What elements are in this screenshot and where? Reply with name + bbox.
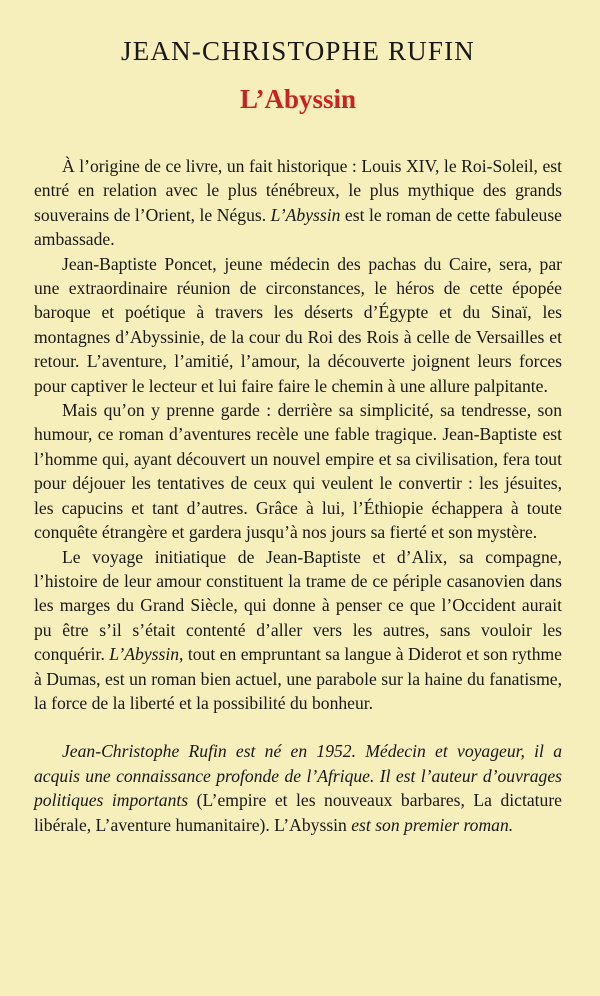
author-name: JEAN-CHRISTOPHE RUFIN xyxy=(121,36,475,66)
author-bio xyxy=(34,739,562,837)
book-title-inline: L’Abyssin xyxy=(109,644,180,665)
bio-italic-b: est son premier roman. xyxy=(351,814,514,835)
paragraph-1-text-a: À l’origine de ce livre, un fait historique : Louis XIV, le Roi-Soleil, est entré en relation avec le plus ténébreux, le plus mythique des grands souverains de l’Orient, le Négus. xyxy=(34,156,562,225)
paragraph-4-text-a: Le voyage initiatique de Jean-Baptiste et d’Alix, sa compagne, l’histoire de leur amour constituent la trame de ce périple casanovien dans les marges du Grand Siècle, qui donne à penser ce que l’Occident aurait pu être s’il s’était contenté d’aller vers les autres, sans vouloir les conquérir. xyxy=(34,546,562,665)
paragraph-1 xyxy=(34,154,562,252)
paragraph-1-text-b: est le roman de cette fabuleuse ambassade. xyxy=(34,204,562,250)
bio-italic-a: Jean-Christophe Rufin est né en 1952. Médecin et voyageur, il a acquis une connaissance profonde de l’Afrique. Il est l’auteur d’ouvrages politiques importants xyxy=(34,741,562,811)
paragraph-4 xyxy=(34,545,562,716)
bio-roman-a: (L’empire et les nouveaux barbares, La dictature libérale, L’aventure humanitaire). L’Abyssin xyxy=(34,790,562,835)
paragraph-3: Mais qu’on y prenne garde : derrière sa simplicité, sa tendresse, son humour, ce roman d’aventures recèle une fable tragique. Jean-Baptiste est l’homme qui, ayant découvert un nouvel empire et sa civilisation, fera tout pour déjouer les tentatives de ceux qui veulent le convertir : les jésuites, les capucins et tant d’autres. Grâce à lui, l’Éthiopie échappera à toute conquête étrangère et gardera jusqu’à nos jours sa fierté et son mystère. xyxy=(34,400,562,543)
paragraph-2: Jean-Baptiste Poncet, jeune médecin des pachas du Caire, sera, par une extraordinaire réunion de circonstances, le héros de cette épopée baroque et poétique à travers les déserts d’Égypte et du Sinaï, les montagnes d’Abyssinie, de la cour du Roi des Rois à celle de Versailles et retour. L’aventure, l’amitié, l’amour, la découverte joignent leurs forces pour captiver le lecteur et lui faire faire le chemin à une allure palpitante. xyxy=(34,253,562,396)
blurb xyxy=(34,154,562,715)
book-title: L’Abyssin xyxy=(239,84,357,114)
paragraph-4-text-b: , tout en empruntant sa langue à Diderot et son rythme à Dumas, est un roman bien actuel, une parabole sur la haine du fanatisme, la force de la liberté et la possibilité du bonheur. xyxy=(34,644,562,713)
book-title-inline: L’Abyssin xyxy=(270,204,341,225)
